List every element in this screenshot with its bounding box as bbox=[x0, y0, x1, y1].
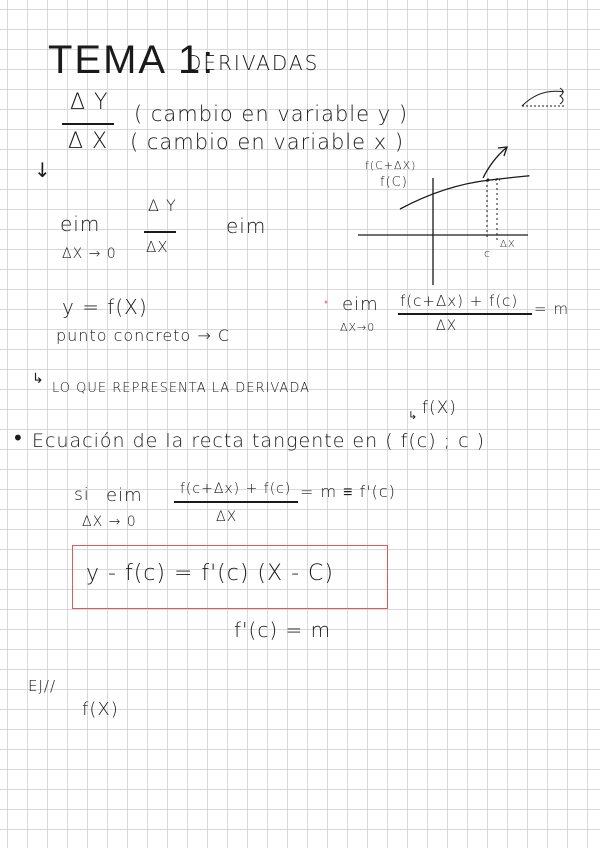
section2-marker-icon: ↳ bbox=[32, 371, 44, 387]
page-subtitle: DERIVADAS bbox=[186, 51, 320, 75]
tangent-annot-marker-icon: ↳ bbox=[408, 409, 418, 422]
graph-label-fcdx: f(C+ΔX) bbox=[365, 159, 417, 172]
tangent-equation: y - f(c) = f'(c) (X - C) bbox=[86, 561, 334, 586]
intro-desc-y: ( cambio en variable y ) bbox=[134, 102, 409, 126]
limit3-fraction-line bbox=[174, 501, 298, 503]
limit3-denominator: ΔX bbox=[216, 509, 238, 525]
page-title: TEMA 1: bbox=[48, 38, 216, 82]
limit2-lim: eim bbox=[342, 294, 379, 315]
section2-heading: LO QUE REPRESENTA LA DERIVADA bbox=[52, 381, 311, 396]
limit3-numerator: f(c+Δx) + f(c) bbox=[180, 481, 292, 497]
function-point: punto concreto → C bbox=[56, 326, 230, 345]
limit3-result: = m ≡ f'(c) bbox=[300, 482, 396, 501]
limit2-fraction-line bbox=[398, 313, 532, 315]
limit3-under: ΔX → 0 bbox=[82, 514, 137, 530]
limit3-lim: eim bbox=[106, 485, 143, 506]
limit1-lim2: eim bbox=[226, 214, 267, 238]
graph-label-c: c bbox=[484, 247, 492, 260]
limit2-numerator: f(c+Δx) + f(c) bbox=[400, 292, 519, 310]
graph-label-fc: f(C) bbox=[380, 175, 408, 190]
limit1-numerator: Δ Y bbox=[148, 196, 177, 215]
tangent-annot: f(X) bbox=[422, 398, 457, 418]
limit2-under: ΔX→0 bbox=[340, 321, 376, 334]
intro-desc-x: ( cambio en variable x ) bbox=[130, 130, 405, 154]
limit1-lim: eim bbox=[60, 212, 101, 236]
intro-denominator: Δ X bbox=[68, 129, 109, 154]
limit2-denominator: ΔX bbox=[436, 318, 458, 334]
tangent-text: Ecuación de la recta tangente en ( f(c) ; c ) bbox=[32, 430, 485, 452]
function-eq: y = f(X) bbox=[62, 295, 148, 319]
down-arrow-icon: ↓ bbox=[34, 158, 51, 182]
limit2-result: = m bbox=[534, 300, 569, 318]
limit3-si: si bbox=[74, 485, 90, 505]
slope-equation: f'(c) = m bbox=[234, 618, 332, 642]
example-func: f(X) bbox=[82, 699, 119, 720]
limit1-denominator: ΔX bbox=[146, 238, 169, 256]
bullet-icon: • bbox=[12, 426, 24, 450]
graph-label-dx: ΔX bbox=[500, 239, 516, 250]
limit1-under: ΔX → 0 bbox=[62, 246, 117, 262]
example-label: EJ// bbox=[28, 677, 57, 695]
intro-numerator: Δ Y bbox=[70, 90, 109, 115]
